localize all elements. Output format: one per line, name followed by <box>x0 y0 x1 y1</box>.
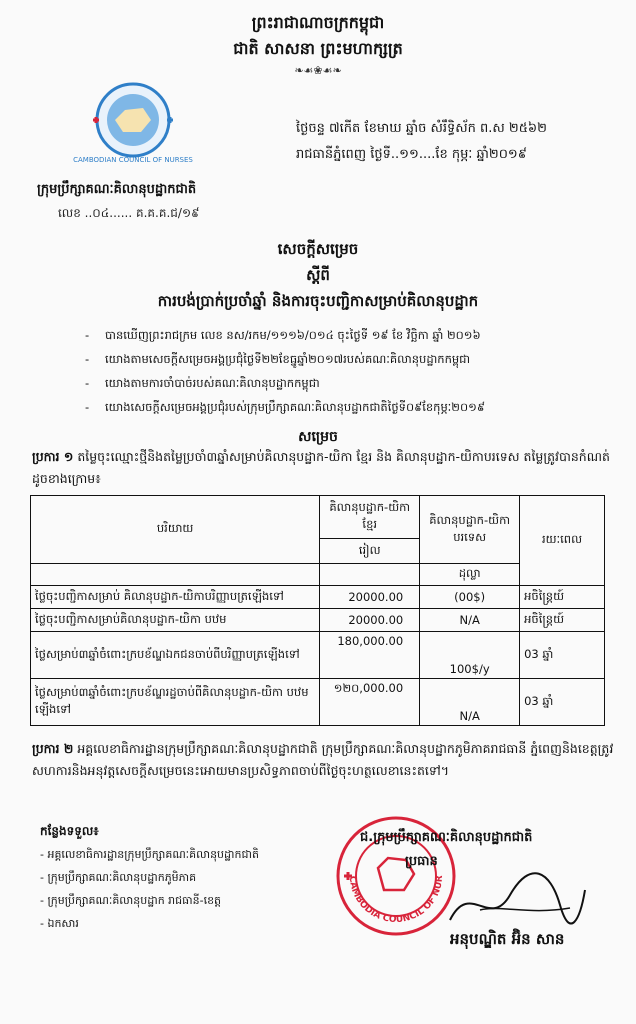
row-description: ថ្លៃសម្រាប់៣ឆ្នាំចំពោះក្របខ័ណ្ឌរដ្ឋចាប់ពីគិលានុបដ្ឋាក-យិកា បឋមឡើងទៅ <box>31 679 320 726</box>
row-khmer-fee: 20000.00 <box>320 586 420 609</box>
reference-item: - យោងតាមការចាំបាច់របស់គណៈគិលានុបដ្ឋាកកម្ពុជា <box>85 373 605 397</box>
row-description: ថ្លៃចុះបញ្ជិកាសម្រាប់ គិលានុបដ្ឋាក-យិកាបរិញ្ញាបត្រឡើងទៅ <box>31 586 320 609</box>
kingdom-heading: ព្រះរាជាណាចក្រកម្ពុជា <box>251 13 385 32</box>
table-header-row <box>31 496 605 539</box>
header-foreign-unit: ដុល្លា <box>420 564 520 586</box>
row-foreign-fee: (00$) <box>420 586 520 609</box>
article-2 <box>32 738 617 782</box>
decision-title: សេចក្តីសម្រេច <box>277 240 359 258</box>
recipients-title: កន្លែងទទួល៖ <box>40 824 99 838</box>
header-duration: រយៈពេល <box>520 496 605 586</box>
table-row <box>31 609 605 632</box>
signatory-role: ប្រធាន <box>405 854 438 869</box>
row-description: ថ្លៃសម្រាប់៣ឆ្នាំចំពោះក្របខ័ណ្ឌឯកជនចាប់ពីបរិញ្ញាបត្រឡើងទៅ <box>31 632 320 679</box>
article-1-label: ប្រការ ១ <box>32 449 74 464</box>
council-name: ក្រុមប្រឹក្សាគណៈគិលានុបដ្ឋាកជាតិ <box>37 182 197 197</box>
row-foreign-fee: 100$/y <box>420 632 520 679</box>
references-list <box>85 325 605 421</box>
header-spacer <box>31 564 320 586</box>
row-foreign-fee: N/A <box>420 679 520 726</box>
article-2-label: ប្រការ ២ <box>32 741 74 756</box>
header-description: បរិយាយ <box>31 496 320 564</box>
fees-table <box>30 495 605 726</box>
signatory-name: អនុបណ្ឌិត អ៊ិន សាន <box>450 930 565 948</box>
date-solar: រាជធានីភ្នំពេញ ថ្ងៃទី..១១....ខែ កុម្ភៈ ឆ្នាំ២០១៩ <box>296 147 527 162</box>
header-khmer-nurse: គិលានុបដ្ឋាក-យិកា ខ្មែរ <box>320 496 420 539</box>
row-description: ថ្លៃចុះបញ្ជិកាសម្រាប់គិលានុបដ្ឋាក-យិកា បឋម <box>31 609 320 632</box>
row-khmer-fee: 20000.00 <box>320 609 420 632</box>
reference-number: លេខ ..០៤...... គ.គ.គ.ជ/១៩ <box>58 206 200 220</box>
table-header-row <box>31 564 605 586</box>
row-foreign-fee: N/A <box>420 609 520 632</box>
reference-item: - យោងសេចក្តីសម្រេចអង្គប្រជុំរបស់ក្រុមប្រឹក្សាគណៈគិលានុបដ្ឋាកជាតិថ្ងៃទី០៩ខែកុម្ភៈ២០១៩ <box>85 397 605 421</box>
decision-heading: សម្រេច <box>298 429 338 445</box>
handwritten-signature <box>440 860 590 940</box>
svg-text:CAMBODIAN COUNCIL OF NURSES: CAMBODIAN COUNCIL OF NURSES <box>73 156 193 164</box>
article-1 <box>32 446 617 490</box>
row-duration: អចិន្ត្រៃយ៍ <box>520 609 605 632</box>
subject-label: ស្តីពី <box>306 266 330 284</box>
recipient-item: - ក្រុមប្រឹក្សាគណៈគិលានុបដ្ឋាកភូមិភាគ <box>40 871 197 884</box>
table-row <box>31 632 605 679</box>
council-logo <box>73 80 193 166</box>
table-row <box>31 679 605 726</box>
row-duration: 03 ឆ្នាំ <box>520 679 605 726</box>
motto-heading: ជាតិ សាសនា ព្រះមហាក្សត្រ <box>233 39 403 58</box>
article-2-text: អគ្គលេខាធិការដ្ឋានក្រុមប្រឹក្សាគណៈគិលានុបដ្ឋាកជាតិ ក្រុមប្រឹក្សាគណៈគិលានុបដ្ឋាកភូមិភាគរាជធានី ភ្នំពេញនិងខេត្តត្រូវសហការនិងអនុវត្តសេចក្តីសម្រេចនេះអោយមានប្រសិទ្ធភាពចាប់ពីថ្ងៃចុះហត្ថលេខានេះតទៅ។ <box>32 741 614 778</box>
row-duration: អចិន្ត្រៃយ៍ <box>520 586 605 609</box>
article-1-text: តម្លៃចុះឈ្មោះថ្មីនិងតម្លៃប្រចាំ៣ឆ្នាំសម្រាប់គិលានុបដ្ឋាក-យិកា ខ្មែរ និង គិលានុបដ្ឋាក-យិកាបរទេស តម្លៃត្រូវបានកំណត់ដូចខាងក្រោម៖ <box>32 449 610 486</box>
table-row <box>31 586 605 609</box>
recipient-item: - ក្រុមប្រឹក្សាគណៈគិលានុបដ្ឋាក រាជធានី-ខេត្ត <box>40 894 222 907</box>
recipient-item: - អគ្គលេខាធិការដ្ឋានក្រុមប្រឹក្សាគណៈគិលានុបដ្ឋាកជាតិ <box>40 848 259 861</box>
header-foreign-nurse: គិលានុបដ្ឋាក-យិកា បរទេស <box>420 496 520 564</box>
row-khmer-fee: 180,000.00 <box>320 632 420 679</box>
reference-item: - បានឃើញព្រះរាជក្រម លេខ នស/រកម/១១១៦/០១៤ ចុះថ្ងៃទី ១៩ ខែ វិច្ឆិកា ឆ្នាំ ២០១៦ <box>85 325 605 349</box>
recipient-item: - ឯកសារ <box>40 917 79 930</box>
row-khmer-fee: ១២០,000.00 <box>320 679 420 726</box>
ornament: ❧☙❀☙❧ <box>294 64 342 77</box>
recipients-list <box>40 845 259 937</box>
date-lunar: ថ្ងៃចន្ទ ៧កើត ខែមាឃ ឆ្នាំច សំរឹទ្ធិស័ក ព.ស ២៥៦២ <box>296 121 547 136</box>
row-duration: 03 ឆ្នាំ <box>520 632 605 679</box>
svg-text:CAMBODIA COUNCIL OF NURSES: CAMBODIA COUNCIL OF NUR <box>346 875 446 926</box>
reference-item: - យោងតាមសេចក្តីសម្រេចអង្គប្រជុំថ្ងៃទី២២ខែធ្នូឆ្នាំ២០១៧របស់គណៈគិលានុបដ្ឋាកកម្ពុជា <box>85 349 605 373</box>
subject-title: ការបង់ប្រាក់ប្រចាំឆ្នាំ និងការចុះបញ្ជិកាសម្រាប់គិលានុបដ្ឋាក <box>157 292 479 310</box>
header-khmer-unit: រៀល <box>320 539 420 564</box>
header-spacer <box>320 564 420 586</box>
signatory-organization: ជ.ក្រុមប្រឹក្សាគណៈគិលានុបដ្ឋាកជាតិ <box>360 830 533 845</box>
